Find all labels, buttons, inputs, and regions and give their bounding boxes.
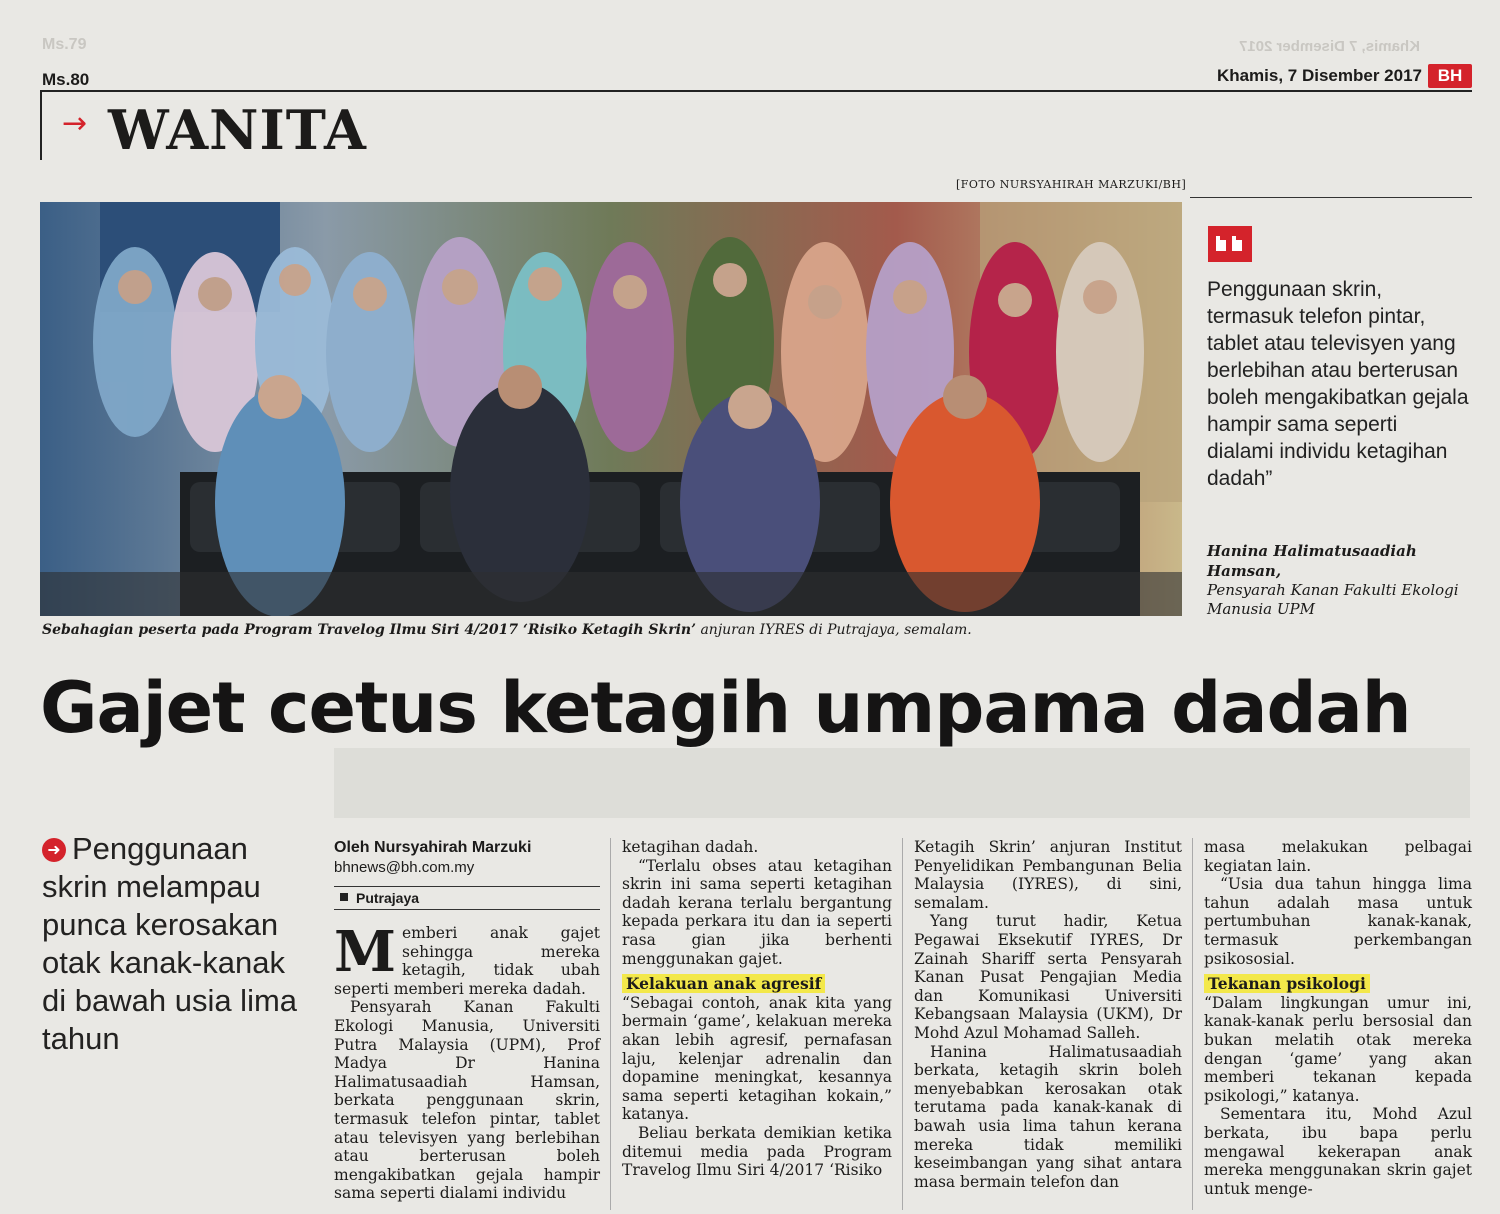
bleed-through-area xyxy=(334,748,1470,818)
article-column-2 xyxy=(622,838,892,1180)
column-rule xyxy=(902,838,903,1210)
author-email[interactable]: bhnews@bh.com.my xyxy=(334,859,475,876)
quote-icon xyxy=(1208,226,1252,262)
paragraph: “Usia dua tahun hingga lima tahun adalah masa untuk pertumbuhan kanak-kanak, termasuk perkembangan psikososial. xyxy=(1204,875,1472,968)
pull-quote-name: Hanina Halimatusaadiah Hamsan, xyxy=(1207,542,1417,580)
header-rule xyxy=(40,90,1472,92)
byline: Oleh Nursyahirah Marzuki xyxy=(334,839,532,856)
article-column-4 xyxy=(1204,838,1472,1198)
issue-date: Khamis, 7 Disember 2017 xyxy=(1216,66,1422,85)
bh-logo: BH xyxy=(1428,64,1472,88)
bleed-date: Khamis, 7 Disember 2017 xyxy=(1239,38,1420,55)
column-rule xyxy=(610,838,611,1210)
pull-quote-role: Pensyarah Kanan Fakulti Ekologi Manusia UPM xyxy=(1207,581,1459,618)
group-photo xyxy=(40,202,1182,616)
bleed-page-number: Ms.79 xyxy=(42,36,87,53)
arrow-circle-icon: ➜ xyxy=(42,838,66,862)
quote-marks-icon xyxy=(1208,226,1252,262)
paragraph: ketagihan dadah. xyxy=(622,838,759,856)
paragraph: “Terlalu obses atau ketagihan skrin ini sama seperti ketagihan dadah kerana terlalu bergantung kepada perkara itu dan ia seperti rasa gian jika berhenti menggunakan gajet. xyxy=(622,856,892,968)
paragraph: Beliau berkata demikian ketika ditemui media pada Program Travelog Ilmu Siri 4/2017 ‘Risiko xyxy=(622,1123,892,1180)
column-rule xyxy=(1192,838,1193,1210)
group-photo-illustration xyxy=(40,202,1182,616)
photo-caption xyxy=(42,622,972,638)
drop-cap: M xyxy=(334,919,396,985)
subheading: Kelakuan anak agresif xyxy=(622,974,825,993)
article-column-1 xyxy=(334,838,600,1203)
pull-quote-text: Penggunaan skrin, termasuk telefon pintar, tablet atau televisyen yang berlebihan atau berterusan boleh mengakibatkan gejala hampir sama seperti dialami individu ketagihan dadah” xyxy=(1207,278,1469,490)
paragraph: Ketagih Skrin’ anjuran Institut Penyelidikan Pembangunan Belia Malaysia (IYRES), di sini, semalam. xyxy=(914,838,1182,912)
arrow-right-icon: → xyxy=(62,106,88,141)
lede-text: Penggunaan skrin melampau punca kerosakan otak kanak-kanak di bawah usia lima tahun xyxy=(42,831,298,1056)
paragraph-text: emberi anak gajet sehingga mereka ketagih, tidak ubah seperti memberi mereka dadah. xyxy=(334,924,600,998)
caption-rest: anjuran IYRES di Putrajaya, semalam. xyxy=(696,622,972,638)
page-number: Ms.80 xyxy=(42,70,90,89)
caption-bold: Sebahagian peserta pada Program Travelog Ilmu Siri 4/2017 ‘Risiko Ketagih Skrin’ xyxy=(42,622,696,638)
credit-rule xyxy=(1190,197,1472,198)
paragraph: Hanina Halimatusaadiah berkata, ketagih skrin boleh menyebabkan kerosakan otak terutama pada kanak-kanak di bawah usia lima tahun kerana mereka tidak memiliki keseimbangan yang sihat antara masa bermain telefon dan xyxy=(914,1042,1182,1191)
paragraph: masa melakukan pelbagai kegiatan lain. xyxy=(1204,838,1472,875)
section-bar xyxy=(40,92,42,160)
paragraph: Sementara itu, Mohd Azul berkata, ibu bapa perlu mengawal kekerapan anak mereka menggunakan skrin gajet untuk menge- xyxy=(1204,1105,1472,1198)
paragraph: Yang turut hadir, Ketua Pegawai Eksekutif IYRES, Dr Zainah Shariff serta Pensyarah Kanan Pusat Pengajian Media dan Komunikasi Universiti Kebangsaan Malaysia (UKM), Dr Mohd Azul Mohamad Salleh. xyxy=(914,912,1182,1042)
paragraph: “Dalam lingkungan umur ini, kanak-kanak perlu bersosial dan bukan melatih otak mereka dengan ‘game’ yang akan memberi tekanan kepada psikologi,” katanya. xyxy=(1204,993,1472,1105)
dateline: Putrajaya xyxy=(334,886,600,910)
paragraph: “Sebagai contoh, anak kita yang bermain ‘game’, kelakuan mereka akan lebih agresif, pernafasan laju, kelenjar adrenalin dan dopamine meningkat, kesannya sama seperti ketagihan kokain,” katanya. xyxy=(622,993,892,1124)
headline: Gajet cetus ketagih umpama dadah xyxy=(40,667,1411,749)
article-column-3 xyxy=(914,838,1182,1191)
subheading: Tekanan psikologi xyxy=(1204,974,1370,993)
section-title: WANITA xyxy=(108,98,367,162)
paragraph: Pensyarah Kanan Fakulti Ekologi Manusia, Universiti Putra Malaysia (UPM), Prof Madya Dr Hanina Halimatusaadiah Hamsan, berkata penggunaan skrin, termasuk telefon pintar, tablet atau televisyen yang berlebihan atau berterusan boleh mengakibatkan gejala hampir sama seperti dialami individu xyxy=(334,998,600,1203)
paragraph xyxy=(334,919,600,998)
lede xyxy=(42,830,310,1058)
photo-credit: [FOTO NURSYAHIRAH MARZUKI/BH] xyxy=(956,178,1187,191)
